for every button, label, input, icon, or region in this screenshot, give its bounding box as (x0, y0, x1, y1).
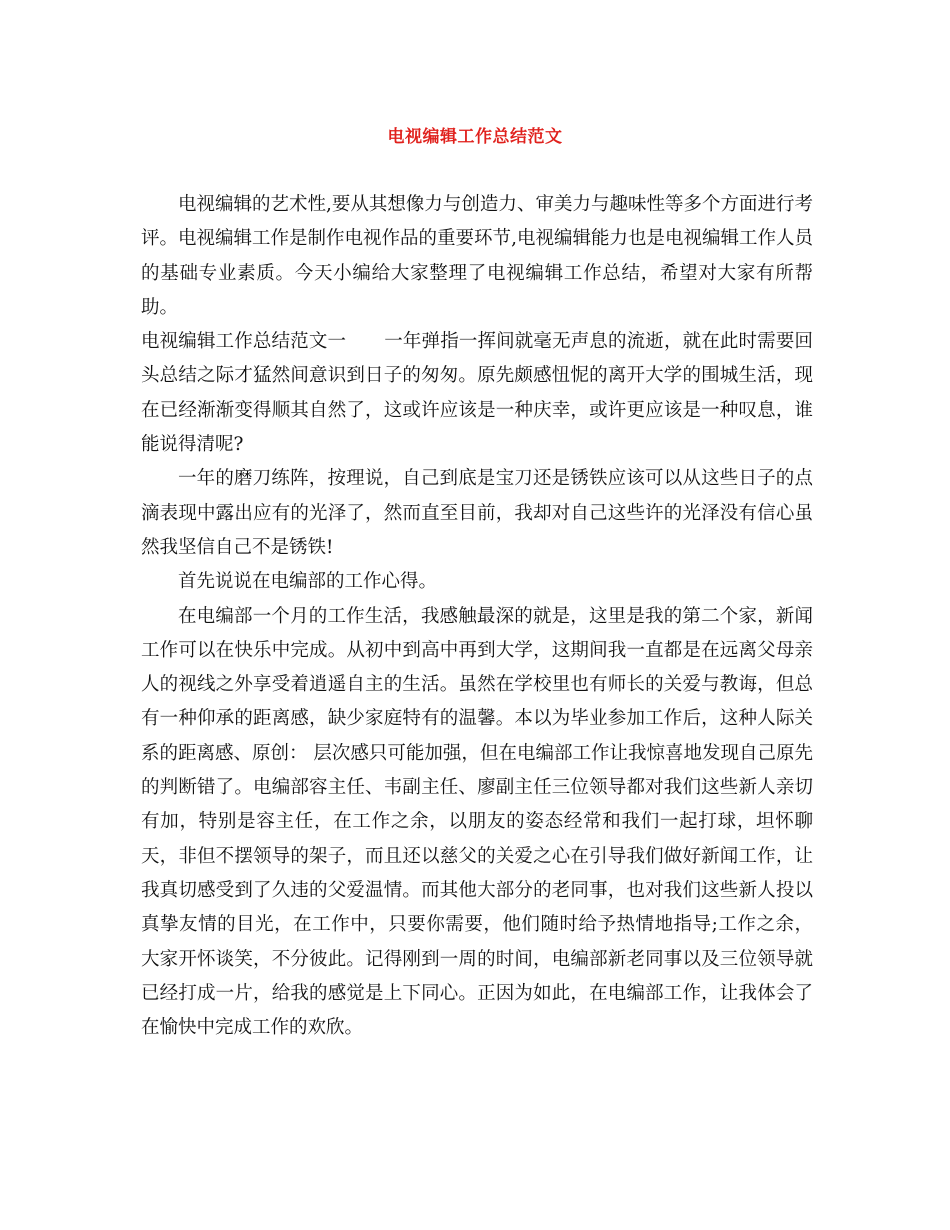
section-heading: 电视编辑工作总结范文一 (141, 331, 347, 353)
intro-paragraph: 电视编辑的艺术性,要从其想像力与创造力、审美力与趣味性等多个方面进行考评。电视编辑工作是制作电视作品的重要环节,电视编辑能力也是电视编辑工作人员的基础专业素质。今天小编给大家整理了电视编辑工作总结，希望对大家有所帮助。 (141, 194, 813, 318)
paragraph-3: 首先说说在电编部的工作心得。 (178, 571, 438, 593)
section-first-text: 一年弹指一挥间就毫无声息的流逝，就在此时需要回头总结之际才猛然间意识到日子的匆匆。原先颇感忸怩的离开大学的围城生活，现在已经渐渐变得顺其自然了，这或许应该是一种庆幸，或许更应该是一种叹息，谁能说得清呢? (141, 331, 813, 456)
paragraph-4: 在电编部一个月的工作生活，我感触最深的就是，这里是我的第二个家，新闻工作可以在快乐中完成。从初中到高中再到大学，这期间我一直都是在远离父母亲人的视线之外享受着逍遥自主的生活。虽然在学校里也有师长的关爱与教诲，但总有一种仰承的距离感，缺少家庭特有的温馨。本以为毕业参加工作后，这种人际关系的距离感、原创： 层次感只可能加强，但在电编部工作让我惊喜地发现自己原先的判断错了。电编部容主任、韦副主任、廖副主任三位领导都对我们这些新人亲切有加，特别是容主任，在工作之余，以朋友的姿态经常和我们一起打球，坦怀聊天，非但不摆领导的架子，而且还以慈父的关爱之心在引导我们做好新闻工作，让我真切感受到了久违的父爱温情。而其他大部分的老同事，也对我们这些新人投以真挚友情的目光，在工作中，只要你需要，他们随时给予热情地指导;工作之余，大家开怀谈笑，不分彼此。记得刚到一周的时间，电编部新老同事以及三位领导就已经打成一片，给我的感觉是上下同心。正因为如此，在电编部工作，让我体会了在愉快中完成工作的欢欣。 (141, 605, 813, 1039)
paragraph-2: 一年的磨刀练阵，按理说，自己到底是宝刀还是锈铁应该可以从这些日子的点滴表现中露出应有的光泽了，然而直至目前，我却对自己这些许的光泽没有信心虽然我坚信自己不是锈铁! (141, 468, 813, 558)
document-title: 电视编辑工作总结范文 (387, 127, 563, 147)
section-paragraph (141, 325, 813, 462)
document-body (141, 188, 813, 1045)
